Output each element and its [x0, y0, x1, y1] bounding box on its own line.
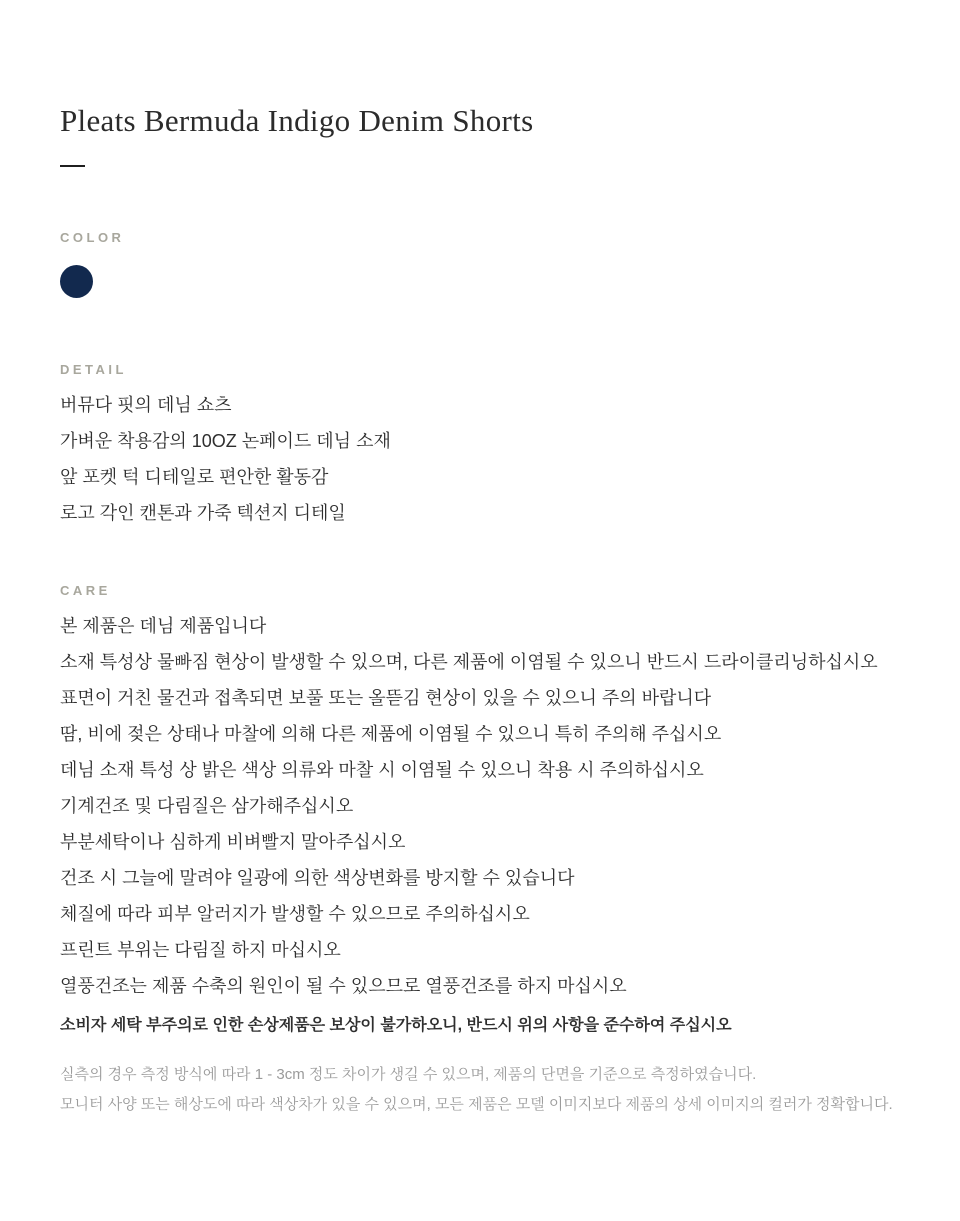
color-swatch-indigo-navy[interactable] [60, 265, 93, 298]
care-warning-note: 소비자 세탁 부주의로 인한 손상제품은 보상이 불가하오니, 반드시 위의 사항을 준수하여 주십시오 [60, 1017, 732, 1034]
disclaimer-line: 실측의 경우 측정 방식에 따라 1 - 3cm 정도 차이가 생길 수 있으며, 제품의 단면을 기준으로 측정하였습니다. [60, 1066, 757, 1083]
care-line: 땀, 비에 젖은 상태나 마찰에 의해 다른 제품에 이염될 수 있으니 특히 주의해 주십시오 [60, 724, 722, 744]
color-section-label: COLOR [60, 230, 125, 245]
care-line: 체질에 따라 피부 알러지가 발생할 수 있으므로 주의하십시오 [60, 904, 530, 924]
title-divider-dash [60, 165, 85, 167]
care-line: 기계건조 및 다림질은 삼가해주십시오 [60, 796, 354, 816]
disclaimer-line: 모니터 사양 또는 해상도에 따라 색상차가 있을 수 있으며, 모든 제품은 모델 이미지보다 제품의 상세 이미지의 컬러가 정확합니다. [60, 1096, 893, 1113]
care-line: 부분세탁이나 심하게 비벼빨지 말아주십시오 [60, 832, 406, 852]
color-section [60, 230, 930, 298]
care-line: 본 제품은 데님 제품입니다 [60, 616, 267, 636]
detail-line: 가벼운 착용감의 10OZ 논페이드 데님 소재 [60, 431, 391, 451]
detail-lines [60, 387, 930, 531]
measurement-disclaimer [60, 1060, 930, 1120]
care-line: 프린트 부위는 다림질 하지 마십시오 [60, 940, 341, 960]
care-lines [60, 608, 930, 1004]
detail-line: 로고 각인 캔톤과 가죽 텍션지 디테일 [60, 503, 346, 523]
care-section-label: CARE [60, 583, 111, 598]
detail-section [60, 362, 930, 531]
detail-section-label: DETAIL [60, 362, 127, 377]
detail-line: 버뮤다 핏의 데님 쇼츠 [60, 395, 232, 415]
care-line: 열풍건조는 제품 수축의 원인이 될 수 있으므로 열풍건조를 하지 마십시오 [60, 976, 627, 996]
care-line: 소재 특성상 물빠짐 현상이 발생할 수 있으며, 다른 제품에 이염될 수 있으니 반드시 드라이클리닝하십시오 [60, 652, 878, 672]
detail-line: 앞 포켓 턱 디테일로 편안한 활동감 [60, 467, 329, 487]
care-line: 건조 시 그늘에 말려야 일광에 의한 색상변화를 방지할 수 있습니다 [60, 868, 575, 888]
care-line: 표면이 거친 물건과 접촉되면 보풀 또는 올뜯김 현상이 있을 수 있으니 주의 바랍니다 [60, 688, 712, 708]
care-section [60, 583, 930, 1044]
product-title: Pleats Bermuda Indigo Denim Shorts [60, 103, 534, 138]
care-line: 데님 소재 특성 상 밝은 색상 의류와 마찰 시 이염될 수 있으니 착용 시 주의하십시오 [60, 760, 704, 780]
